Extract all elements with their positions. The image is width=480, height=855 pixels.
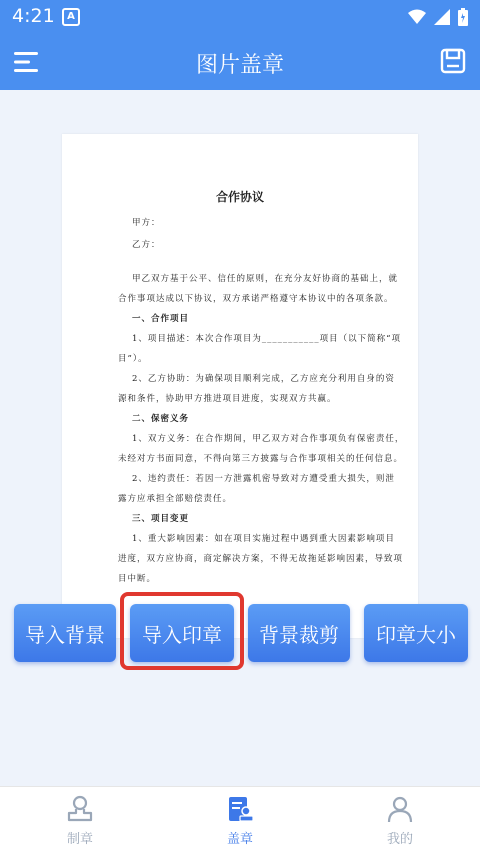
- doc-line: 乙方：: [132, 240, 161, 250]
- doc-line: 1、双方义务：在合作期间，甲乙双方对合作事项负有保密责任，: [132, 434, 405, 444]
- battery-icon: [458, 8, 468, 26]
- status-indicators: [408, 8, 468, 26]
- document-title: 合作协议: [215, 190, 264, 204]
- page-title: 图片盖章: [195, 53, 284, 78]
- doc-line: 甲方：: [132, 218, 161, 228]
- status-time: 4:21: [12, 5, 55, 27]
- doc-line: 目”）。: [118, 354, 148, 364]
- doc-line: 露方应承担全部赔偿责任。: [118, 494, 233, 504]
- doc-line: 1、项目描述：本次合作项目为___________项目（以下简称“项: [132, 334, 402, 344]
- doc-line: 合作事项达成以下协议，双方承诺严格遵守本协议中的各项条款。: [118, 294, 394, 304]
- seal-size-button[interactable]: 印章大小: [364, 604, 468, 662]
- doc-line: 进度，双方应协商，商定解决方案，不得无故拖延影响因素，导致项: [118, 554, 404, 564]
- nav-item-make-seal[interactable]: [40, 787, 120, 855]
- app-bar: [0, 34, 480, 90]
- highlight-box: [120, 592, 244, 670]
- nav-label: 制章: [66, 832, 93, 847]
- user-icon: [386, 795, 414, 823]
- import-background-button[interactable]: 导入背景: [14, 604, 116, 662]
- doc-line: 源和条件，协助甲方推进项目进度，实现双方共赢。: [118, 394, 337, 404]
- save-icon[interactable]: [440, 48, 466, 74]
- doc-heading: 三、项目变更: [132, 514, 190, 524]
- nav-label: 盖章: [226, 832, 253, 847]
- doc-line: 2、违约责任：若因一方泄露机密导致对方遭受重大损失，则泄: [132, 474, 395, 484]
- status-bar: [0, 0, 480, 34]
- nav-item-profile[interactable]: [360, 787, 440, 855]
- bottom-navigation: [0, 786, 480, 855]
- document-preview[interactable]: [62, 134, 418, 638]
- stamp-document-icon: [226, 795, 254, 823]
- doc-heading: 一、合作项目: [132, 314, 190, 324]
- nav-label: 我的: [386, 832, 413, 847]
- background-crop-button[interactable]: 背景裁剪: [248, 604, 350, 662]
- import-seal-button[interactable]: 导入印章: [130, 604, 234, 662]
- wifi-icon: [408, 9, 426, 25]
- doc-line: 未经对方书面同意，不得向第三方披露与合作事项相关的任何信息。: [118, 454, 404, 464]
- doc-line: 2、乙方协助：为确保项目顺利完成，乙方应充分利用自身的资: [132, 374, 395, 384]
- nav-item-stamp[interactable]: [200, 787, 280, 855]
- signal-icon: [434, 9, 450, 25]
- notification-icon: A: [62, 8, 80, 26]
- doc-line: 1、重大影响因素：如在项目实施过程中遇到重大因素影响项目: [132, 534, 395, 544]
- doc-line: 甲乙双方基于公平、信任的原则，在充分友好协商的基础上，就: [132, 274, 399, 284]
- doc-heading: 二、保密义务: [132, 414, 190, 424]
- doc-line: 目中断。: [118, 574, 157, 584]
- content-area: [0, 90, 480, 786]
- stamp-icon: [66, 795, 94, 823]
